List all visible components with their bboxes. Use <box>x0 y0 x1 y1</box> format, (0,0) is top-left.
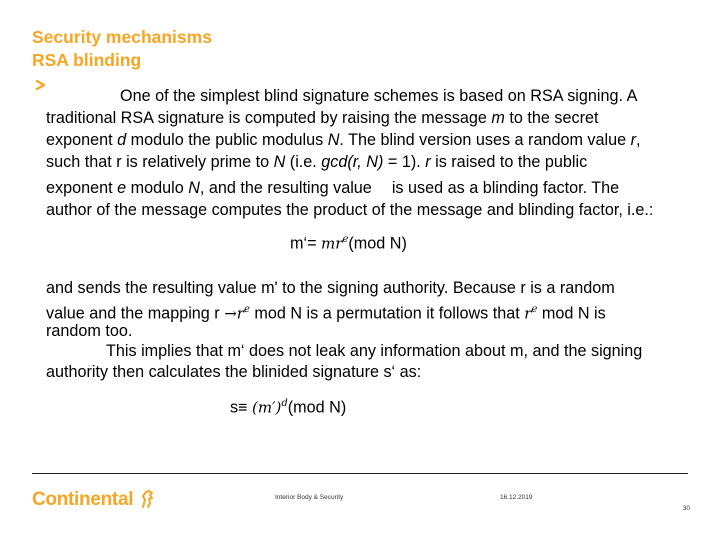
footer-department: Interior Body & Security <box>275 494 344 501</box>
bullet-icon <box>35 78 47 92</box>
slide-title <box>32 26 212 72</box>
horse-logo-icon <box>140 489 156 509</box>
para2-line2: value and the mapping $r \to r^e$ mod N is a permutation it follows that $r^e$ mod N is <box>46 304 606 323</box>
page-number: 30 <box>682 505 690 512</box>
para1-line1: One of the simplest blind signature schemes is based on RSA signing. A <box>120 87 638 105</box>
para1-line3: exponent d modulo the public modulus N. The blind version uses a random value r, <box>46 131 641 149</box>
equation-blinding: m‘= $mr^e(mod$ N) <box>290 234 407 253</box>
footer-divider <box>32 473 688 474</box>
brand-logo: Continental <box>32 489 134 510</box>
para1-line6: author of the message computes the product of the message and blinding factor, i.e.: <box>46 201 654 219</box>
equation-signature: $s\equiv (m')^d(mod$ N) <box>230 398 347 417</box>
para3-line1: This implies that m‘ does not leak any information about m, and the signing <box>106 342 643 360</box>
slide-title-line2: RSA blinding <box>32 50 142 70</box>
para1-line5: exponent e modulo N, and the resulting value is used as a blinding factor. The <box>46 179 620 197</box>
slide-title-line1: Security mechanisms <box>32 27 212 47</box>
para3-line2: authority then calculates the blinided signature s‘ as: <box>46 363 422 381</box>
para2-line3: random too. <box>46 322 133 340</box>
para2-line1: and sends the resulting value m' to the signing authority. Because r is a random <box>46 279 615 297</box>
para1-line2: traditional RSA signature is computed by raising the message m to the secret <box>46 109 599 127</box>
para1-line4: such that r is relatively prime to N (i.e. gcd(r, N) = 1). r is raised to the public <box>46 153 588 171</box>
footer-date: 16.12.2019 <box>500 494 533 501</box>
